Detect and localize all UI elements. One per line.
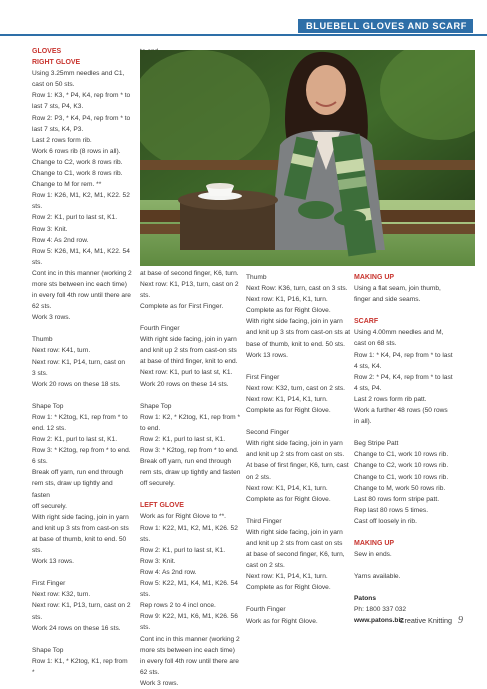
pattern-line: Row 4: As 2nd row. bbox=[140, 568, 197, 576]
pattern-line: Thumb bbox=[32, 336, 53, 344]
pattern-line: off securely. bbox=[140, 480, 175, 488]
pattern-line: Next row: K1, P14, turn, cast on bbox=[32, 358, 126, 366]
pattern-line: sts. bbox=[32, 547, 43, 555]
pattern-line: rem sts, draw up tightly and fasten bbox=[32, 480, 115, 499]
pattern-line: Fourth Finger bbox=[246, 606, 286, 614]
pattern-line: in every foll 4th row until there are bbox=[140, 657, 239, 665]
pattern-line: Work 20 rows on these 18 sts. bbox=[32, 380, 121, 388]
pattern-line: Using 4.00mm needles and M, bbox=[354, 329, 444, 337]
pattern-line: finger and side seams. bbox=[354, 296, 421, 304]
pattern-line: Cont inc in this manner (working 2 bbox=[32, 269, 132, 277]
pattern-line: and knit up 3 sts from cast-on sts bbox=[32, 524, 129, 532]
pattern-line: off securely. bbox=[32, 502, 67, 510]
pattern-line: Next row: K1, P14, K1, turn. bbox=[246, 484, 328, 492]
pattern-line: Sew in ends. bbox=[354, 551, 392, 559]
column-1 bbox=[32, 46, 132, 678]
pattern-line: Work 24 rows on these 16 sts. bbox=[32, 624, 121, 632]
pattern-line: Row 5: K22, M1, K4, M1, K26. 54 sts. bbox=[140, 580, 240, 599]
contact-line: www.patons.biz bbox=[354, 617, 404, 625]
pattern-line: Row 9: K22, M1, K6, M1, K26. 56 sts. bbox=[140, 613, 240, 632]
spacer bbox=[246, 416, 354, 427]
pattern-line: Fourth Finger bbox=[140, 325, 180, 333]
pattern-line: Row 3: * K2tog, rep from * to end. bbox=[140, 447, 239, 454]
pattern-line: Change to C2, work 10 rows rib. bbox=[354, 462, 449, 470]
pattern-line: Work 3 rows. bbox=[32, 314, 71, 322]
pattern-line: 4 sts, K4. bbox=[354, 362, 382, 370]
pattern-line: cast on 50 sts. bbox=[32, 81, 75, 89]
pattern-line: Complete as for Right Glove. bbox=[246, 407, 331, 415]
pattern-line: Row 2: K1, purl to last st, K1. bbox=[140, 435, 226, 443]
pattern-line: Next row: K1, P13, turn, cast on 2 sts. bbox=[140, 280, 241, 299]
footer-label: Creative Knitting bbox=[399, 616, 452, 625]
pattern-line: at base of second finger, K6, turn, bbox=[246, 551, 345, 559]
spacer bbox=[246, 361, 354, 372]
page-footer bbox=[399, 615, 463, 626]
pattern-line: Work 13 rows. bbox=[32, 558, 75, 566]
spacer bbox=[246, 505, 354, 516]
pattern-line: Row 5: K26, M1, K4, M1, K22. 54 bbox=[32, 247, 130, 255]
pattern-line: Shape Top bbox=[32, 646, 64, 654]
pattern-line: Cast off loosely in rib. bbox=[354, 517, 417, 525]
pattern-line: Next row: K1, P13, turn, cast on 2 bbox=[32, 602, 131, 610]
pattern-line: Row 3: Knit. bbox=[140, 557, 176, 565]
column-4 bbox=[354, 272, 464, 627]
pattern-line: to end. bbox=[140, 424, 161, 432]
section-heading: GLOVES bbox=[32, 48, 62, 55]
pattern-line: 6 sts. bbox=[32, 458, 48, 466]
pattern-line: Row 4: As 2nd row. bbox=[32, 236, 89, 244]
pattern-line: Row 1: * K2tog, K1, rep from * to bbox=[32, 413, 128, 421]
pattern-line: in every foll 4th row until there are bbox=[32, 292, 131, 300]
pattern-line: 62 sts. bbox=[32, 303, 52, 311]
pattern-line: With right side facing, join in yarn bbox=[246, 528, 343, 536]
pattern-line: Work a further 48 rows (50 rows bbox=[354, 407, 448, 415]
pattern-line: last 7 sts, K4, P3. bbox=[32, 125, 84, 133]
pattern-line: With right side facing, join in yarn bbox=[246, 440, 343, 448]
pattern-line: With right side facing, join in yarn bbox=[246, 318, 343, 326]
pattern-line: First Finger bbox=[246, 373, 280, 381]
section-heading: MAKING UP bbox=[354, 539, 395, 547]
pattern-line: Complete as for First Finger. bbox=[140, 302, 224, 310]
pattern-line: Row 1: K2, * K2tog, K1, rep from * bbox=[140, 413, 241, 421]
pattern-line: Complete as for Right Glove. bbox=[246, 584, 331, 592]
pattern-line: sts. bbox=[32, 613, 43, 621]
pattern-line: on 2 sts. bbox=[246, 473, 271, 481]
pattern-line: Row 3: * K2tog, rep from * to end. bbox=[32, 447, 131, 455]
pattern-line: Using 3.25mm needles and C1, bbox=[32, 70, 125, 78]
pattern-line: Row 3: Knit. bbox=[32, 225, 68, 233]
pattern-line: in all). bbox=[354, 418, 372, 426]
pattern-line: Work 6 rows rib (8 rows in all). bbox=[32, 147, 121, 155]
pattern-line: end. 12 sts. bbox=[32, 425, 67, 432]
pattern-line: Next row: K1, P16, K1, turn. bbox=[246, 296, 328, 304]
pattern-line: Break off yarn, run end through bbox=[32, 469, 124, 477]
pattern-line: 3 sts. bbox=[32, 369, 48, 377]
spacer bbox=[32, 634, 132, 645]
spacer bbox=[354, 527, 464, 538]
pattern-line: Row 2: K1, purl to last st, K1. bbox=[140, 546, 226, 554]
section-heading: RIGHT GLOVE bbox=[32, 59, 81, 67]
pattern-line: Beg Stripe Patt bbox=[354, 440, 399, 448]
pattern-line: Rep last 80 rows 5 times. bbox=[354, 506, 429, 514]
pattern-line: First Finger bbox=[32, 580, 66, 588]
pattern-line: Complete as for Right Glove. bbox=[246, 307, 331, 315]
pattern-line: Row 2: * P4, K4, rep from * to last bbox=[354, 373, 453, 381]
pattern-line: Change to C2, work 8 rows rib. bbox=[32, 158, 123, 166]
pattern-line: at base of second finger, K6, turn. bbox=[140, 269, 239, 277]
pattern-line: rem sts, draw up tightly and fasten bbox=[140, 469, 241, 477]
pattern-line: Ph: 1800 337 032 bbox=[354, 606, 407, 614]
pattern-line: and knit up 2 sts from cast on sts bbox=[246, 539, 343, 547]
pattern-line: Change to M, work 50 rows rib. bbox=[354, 484, 446, 492]
pattern-line: and knit up 2 sts from cast on sts. bbox=[246, 451, 345, 459]
pattern-line: With right side facing, join in yarn bbox=[32, 513, 129, 521]
contact-line: Patons bbox=[354, 595, 376, 603]
pattern-line: more sts between inc each time) bbox=[140, 646, 235, 654]
spacer bbox=[354, 305, 464, 316]
pattern-line: Next row: K1, purl to last st, K1. bbox=[140, 369, 233, 377]
column-3 bbox=[246, 272, 354, 627]
pattern-line: Last 2 rows form rib. bbox=[32, 136, 92, 144]
pattern-line: 4 sts, P4. bbox=[354, 384, 382, 392]
pattern-line: Break off yarn, run end through bbox=[140, 458, 232, 466]
pattern-line: Work as for Right Glove to **. bbox=[140, 513, 226, 521]
pattern-line: At base of first finger, K6, turn, cast bbox=[246, 462, 349, 470]
pattern-line: Work 20 rows on these 14 sts. bbox=[140, 380, 229, 388]
pattern-line: Change to C1, work 10 rows rib. bbox=[354, 451, 449, 459]
pattern-line: Row 2: P3, * K4, P4, rep from * to bbox=[32, 114, 131, 122]
pattern-line: Next row: K32, turn, cast on 2 sts. bbox=[246, 384, 345, 392]
pattern-line: Rep rows 2 to 4 incl once. bbox=[140, 602, 216, 610]
pattern-line: last 7 sts, P4, K3. bbox=[32, 103, 84, 111]
model-photo bbox=[140, 50, 475, 266]
spacer bbox=[354, 582, 464, 593]
pattern-line: Last 80 rows form stripe patt. bbox=[354, 495, 440, 503]
pattern-line: Cont inc in this manner (working 2 bbox=[140, 635, 240, 643]
section-heading: SCARF bbox=[354, 318, 379, 326]
pattern-line: Change to C1, work 8 rows rib. bbox=[32, 170, 123, 178]
pattern-line: Thumb bbox=[246, 274, 267, 281]
pattern-line: Using a flat seam, join thumb, bbox=[354, 285, 441, 293]
pattern-line: Row 1: K26, M1, K2, M1, K22. 52 sts. bbox=[32, 192, 132, 211]
page-number: 9 bbox=[458, 615, 463, 626]
pattern-line: and knit up 2 sts from cast-on sts bbox=[140, 347, 237, 355]
pattern-line: Next row: K1, P14, K1, turn. bbox=[246, 395, 328, 403]
pattern-line: With right side facing, join in yarn bbox=[140, 336, 237, 344]
pattern-line: Complete as for Right Glove. bbox=[246, 495, 331, 503]
pattern-line: Next row: K1, P14, K1, turn. bbox=[246, 573, 328, 581]
pattern-line: at base of thumb, knit to end. 50 bbox=[32, 535, 127, 543]
pattern-line: Next row: K41, turn. bbox=[32, 347, 91, 355]
spacer bbox=[140, 489, 248, 500]
pattern-line: Row 1: * K4, P4, rep from * to last bbox=[354, 351, 453, 359]
pattern-line: Change to C1, work 10 rows rib. bbox=[354, 473, 449, 481]
spacer bbox=[140, 312, 248, 323]
pattern-line: sts. bbox=[32, 258, 43, 266]
spacer bbox=[32, 390, 132, 401]
pattern-line: Row 2: K1, purl to last st, K1. bbox=[32, 436, 118, 444]
pattern-line: Work as for Right Glove. bbox=[246, 617, 318, 625]
pattern-line: Row 1: K22, M1, K2, M1, K26. 52 sts. bbox=[140, 524, 240, 543]
pattern-line: Change to M for rem. ** bbox=[32, 181, 102, 189]
spacer bbox=[140, 390, 248, 401]
page-title: BLUEBELL GLOVES AND SCARF bbox=[298, 19, 473, 33]
pattern-line: Row 2: K1, purl to last st, K1. bbox=[32, 214, 118, 222]
pattern-line: cast on 68 sts. bbox=[354, 340, 397, 348]
pattern-line: Shape Top bbox=[32, 402, 64, 410]
section-heading: MAKING UP bbox=[354, 274, 395, 281]
spacer bbox=[354, 427, 464, 438]
spacer bbox=[32, 323, 132, 334]
pattern-line: Row 1: K1, * K2tog, K1, rep from * bbox=[32, 657, 130, 676]
pattern-line: Yarns available. bbox=[354, 573, 401, 581]
pattern-line: and knit up 3 sts from cast-on sts at bbox=[246, 329, 351, 337]
pattern-line: cast on 2 sts. bbox=[246, 562, 285, 570]
pattern-line: Next row: K32, turn. bbox=[32, 591, 91, 599]
section-heading: LEFT GLOVE bbox=[140, 502, 184, 510]
pattern-line: Last 2 rows form rib patt. bbox=[354, 395, 427, 403]
pattern-line: more sts between inc each time) bbox=[32, 280, 127, 288]
spacer bbox=[354, 560, 464, 571]
pattern-line: Next Row: K36, turn, cast on 3 sts. bbox=[246, 285, 348, 293]
spacer bbox=[32, 567, 132, 578]
spacer bbox=[246, 593, 354, 604]
page-header bbox=[0, 0, 487, 40]
pattern-line: Second Finger bbox=[246, 429, 289, 437]
pattern-line: base of thumb, knit to end. 50 sts. bbox=[246, 340, 345, 348]
pattern-line: at base of third finger, knit to end. bbox=[140, 358, 238, 366]
pattern-line: Shape Top bbox=[140, 402, 172, 410]
pattern-line: Work 13 rows. bbox=[246, 351, 289, 359]
pattern-line: Work 3 rows. bbox=[140, 679, 179, 687]
pattern-line: Third Finger bbox=[246, 517, 282, 525]
pattern-line: Row 1: K3, * P4, K4, rep from * to bbox=[32, 92, 131, 100]
header-rule bbox=[0, 34, 487, 36]
pattern-line: 62 sts. bbox=[140, 668, 160, 676]
